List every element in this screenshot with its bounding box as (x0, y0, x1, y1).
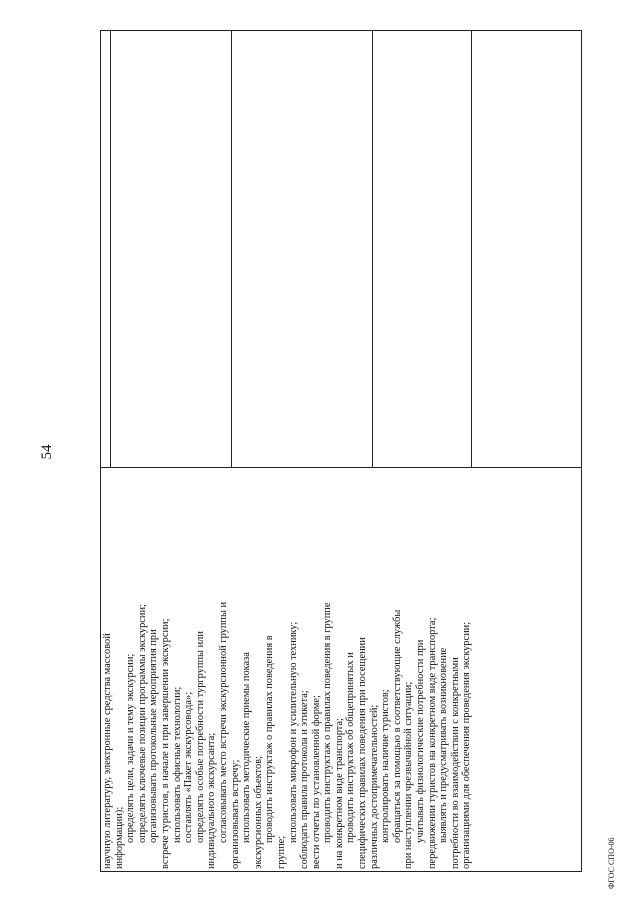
text-line: согласовывать место встречи экскурсионной группы и (217, 601, 229, 843)
text-line: определять ключевые позиции программы экскурсии; (136, 604, 148, 843)
text-line: вести отчеты по установленной форме; (310, 695, 322, 869)
text-line: группе; (275, 835, 287, 869)
page-number: 54 (39, 444, 55, 460)
text-line: использовать методические приемы показа (241, 652, 253, 843)
text-line: различных достопримечательностей; (368, 704, 380, 869)
text-line: потребности во взаимодействии с конкретными (449, 657, 461, 869)
text-line: организациями для обеспечения проведения экскурсии; (461, 621, 473, 869)
text-line: организовывать встречу; (229, 759, 241, 869)
competency-table (100, 30, 582, 872)
text-line: организовывать протокольные мероприятия при (148, 629, 160, 843)
text-line: специфических правилах поведения при посещении (357, 637, 369, 869)
text-line: информации); (113, 806, 125, 869)
text-line: использовать микрофон и усилительную технику; (287, 621, 299, 843)
footer-code: ФГОС СПО-06 (607, 837, 616, 889)
row-divider (471, 31, 472, 468)
text-line: при наступлении чрезвычайной ситуации; (403, 681, 415, 869)
text-line: составлять «Пакет экскурсовода»; (183, 691, 195, 843)
row-divider (372, 31, 373, 468)
text-line: выявлять и предусматривать возникновение (438, 647, 450, 843)
text-line: учитывать физиологические потребности при (415, 639, 427, 843)
text-line: соблюдать правила протокола и этикета; (299, 690, 311, 869)
text-line: определять особые потребности тургруппы или (194, 631, 206, 843)
text-line: экскурсионных объектов; (252, 756, 264, 869)
text-line: контролировать наличие туристов; (380, 689, 392, 843)
row-divider (110, 31, 111, 468)
skills-text-cell (102, 471, 580, 869)
text-line: проводить инструктаж о правилах поведения в группе (322, 602, 334, 843)
text-line: проводить инструктаж о правилах поведения в (264, 635, 276, 843)
text-line: использовать офисные технологии; (171, 686, 183, 843)
row-divider (231, 31, 232, 468)
text-line: обращаться за помощью в соответствующие службы (391, 609, 403, 843)
text-line: проводить инструктаж об общепринятых и (345, 652, 357, 843)
text-line: и на конкретном виде транспорта; (333, 718, 345, 869)
text-line: передвижении туристов на конкретном виде транспорта; (426, 617, 438, 869)
text-line: встрече туристов, в начале и при завершении экскурсии; (159, 618, 171, 869)
text-line: определять цели, задачи и тему экскурсии; (125, 653, 137, 843)
text-line: индивидуального экскурсанта; (206, 732, 218, 869)
text-line: научную литературу, электронные средства массовой (102, 633, 113, 869)
column-divider (101, 467, 581, 468)
